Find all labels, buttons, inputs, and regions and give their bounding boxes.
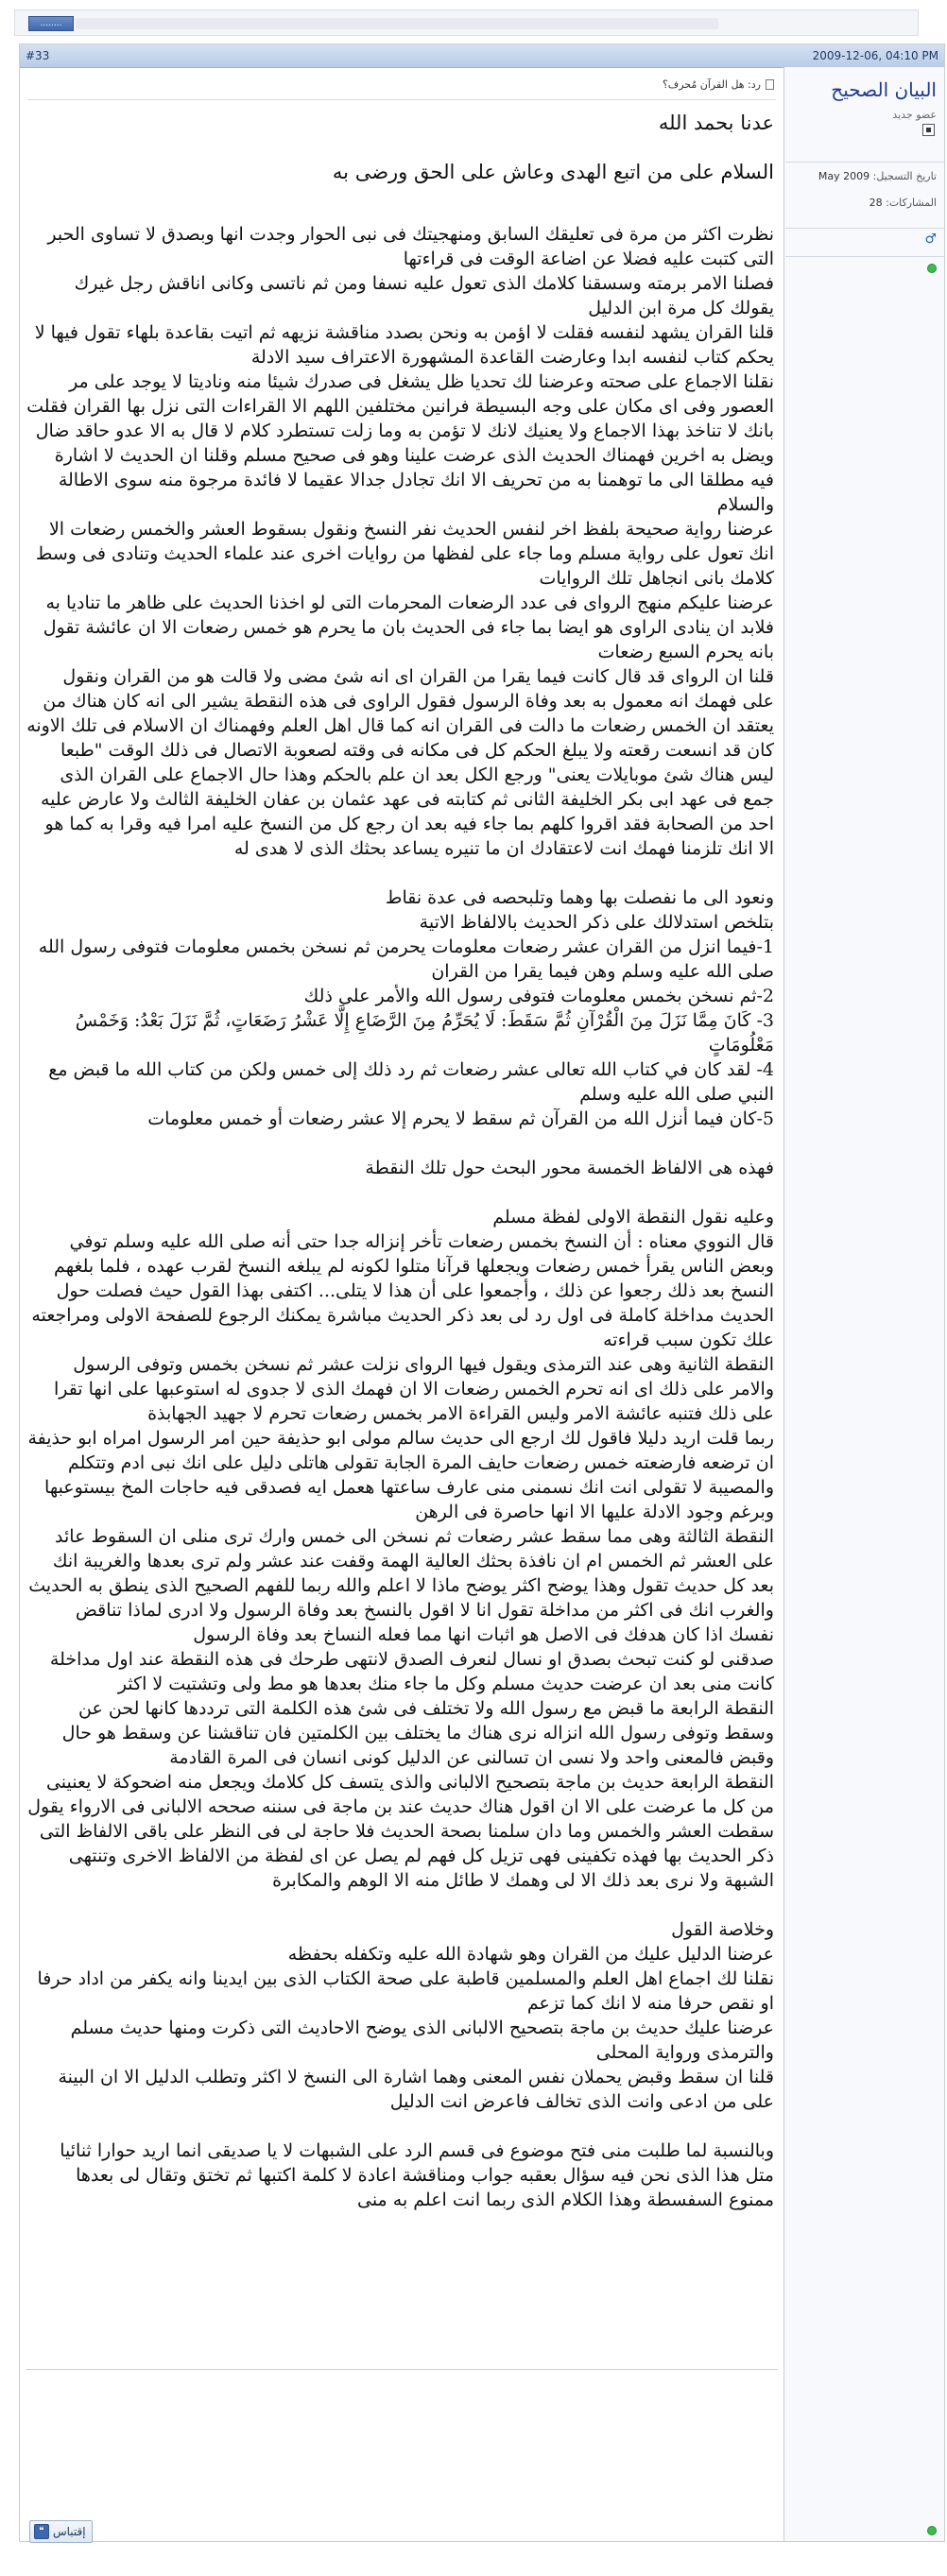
body-line: السلام على من اتبع الهدى وعاش على الحق ورضى به — [332, 161, 774, 183]
online-status-icon-bottom — [927, 2526, 937, 2535]
body-line: فصلنا الامر برمته وسسقنا كلامك الذى تعول عليه نسفا ومن ثم ناتسى وكانى اناقش رجل غيرك يقولك كل مرة ابن الدليل — [74, 273, 774, 318]
quote-label: إقتباس — [53, 2525, 86, 2538]
body-line: عرضنا الدليل عليك من القران وهو شهادة الله عليه وتكفله بحفظه — [287, 1944, 774, 1965]
body-line: عرضنا عليكم منهج الرواى فى عدد الرضعات المحرمات التى لو اخذنا الحديث على ظاهر ما تناديا به فلابد ان ينادى الراوى هو ايضا بما جاء فى الحديث بان ما يحرم هو خمس رضعات الا ان عائشة تقول بانه يحرم السبع رضعات — [43, 592, 774, 662]
body-line: فهذه هى الالفاظ الخمسة محور البحث حول تلك النقطة — [365, 1158, 774, 1178]
user-title: عضو جديد — [892, 109, 937, 121]
post-header — [20, 44, 944, 68]
top-badge[interactable]: ........ — [28, 16, 74, 31]
join-date-value: May 2009 — [818, 170, 870, 182]
gender-block — [785, 228, 944, 256]
posts-count-label: المشاركات: — [886, 197, 937, 209]
post-title — [663, 78, 774, 91]
online-status-icon — [927, 264, 937, 273]
body-line: صدقنى لو كنت تبحث بصدق او نسال لنعرف الصدق لانتهى طرحك فى هذه النقطة عند اول مداخلة كانت منى بعد ان عرضت حديث مسلم وكل ما جاء منك بعدها هو مط ولى وتشتيت لا اكثر — [49, 1649, 774, 1694]
body-line: قلنا ان سقط وقبض يحملان نفس المعنى وهما اشارة الى النسخ لا اكثر وتطلب الدليل الا ان البينة على من ادعى وانت الذى تخالف فاعرض انت الدليل — [58, 2067, 774, 2112]
post-number[interactable]: #33 — [26, 49, 50, 62]
body-line: عرضنا رواية صحيحة بلفظ اخر لنفس الحديث نفر النسخ ونقول بسقوط العشر والخمس رضعات الا انك تعول على رواية مسلم وما جاء على لفظها من روايات اخرى عند علماء الحديث وتنادى فى وسط كلامك بانى انجاهل تلك الروايات — [35, 519, 774, 589]
top-bar — [14, 9, 919, 36]
post-icon — [766, 79, 774, 90]
join-date-label: تاريخ التسجيل: — [872, 170, 937, 182]
body-line: 2-ثم نسخن بخمس معلومات فتوفى رسول الله والأمر على ذلك — [303, 986, 774, 1006]
body-line: عرضنا عليك حديث بن ماجة بتصحيح الالبانى الذى يوضح الاحاديث التى ذكرت ومنها حديث مسلم والترمذى ورواية المحلى — [70, 2018, 774, 2063]
body-line: نظرت اكثر من مرة فى تعليقك السابق ومنهجيتك فى نبى الحوار وجدت انها وبصدق لا تساوى الحبر التى كتبت عليه فضلا عن اضاعة الوقت فى قراءتها — [47, 224, 774, 269]
body-line: عدنا بحمد الله — [658, 112, 774, 134]
body-line: 5-كان فيما أنزل الله من القرآن ثم سقط لا يحرم إلا عشر رضعات أو خمس معلومات — [147, 1108, 774, 1129]
body-line: وعليه نقول النقطة الاولى لفظة مسلم — [492, 1207, 774, 1228]
body-line: النقطة الثانية وهى عند الترمذى ويقول فيها الرواى نزلت عشر ثم نسخن بخمس وتوفى الرسول والامر على ذلك اى انه تحرم الخمس رضعات الا ان فهمك الذى لا جدوى له استوعبها على انها تقرا على ذلك فتنبه عائشة الامر وليس القراءة الامر بخمس رضعات تحرم لا جهيد الجهابذة — [53, 1354, 774, 1424]
post-title-text: رد: هل القرآن مُحرف؟ — [662, 78, 761, 91]
post-body — [26, 109, 774, 2212]
post-content — [20, 67, 783, 2541]
username-link[interactable]: البيان الصحيح — [831, 78, 937, 101]
title-divider — [27, 99, 776, 100]
body-line: النقطة الرابعة ما قبض مع رسول الله ولا تختلف فى شئ هذه الكلمة التى ترددها كانها لحن عن وسقط وتوفى رسول الله انزاله نرى هناك ما يختلف بين الكلمتين فان تناقشنا عن وسقط هو حال وقبض فالمعنى واحد ولا نسى ان تسالنى عن الدليل كونى انسان فى المرة القادمة — [61, 1698, 774, 1768]
user-stats — [785, 162, 944, 228]
posts-count-value: 28 — [869, 197, 883, 209]
quote-button[interactable] — [29, 2520, 93, 2543]
user-rank-icon — [922, 124, 935, 136]
body-line: النقطة الثالثة وهى مما سقط عشر رضعات ثم نسخن الى خمس وارك ترى منلى ان السقوط عائد على العشر ثم الخمس ام ان نافذة بحثك العالية الهمة وقفت عند عشر ولم ترى بعدها والغريبة انك بعد كل حديث تقول وهذا يوضح اكثر يوضح ماذا لا اعلم والله ربما للفهم الصحيح الذى ينطق به الحديث والغرب انك فى اكثر من مداخلة تقول انا لا اقول بالنسخ بعد وفاة الرسول ولا ادرى لماذا تناقض نفسك اذا كان هدفك فى الاصل هو اثبات انها مما فعله النساخ بعد وفاة الرسول — [28, 1526, 774, 1645]
join-date-row — [818, 170, 937, 182]
body-line: ونعود الى ما نفصلت بها وهما وتلبحصه فى عدة نقاط — [385, 887, 774, 908]
posts-count-row — [870, 197, 937, 209]
body-line: قلنا ان الرواى قد قال كانت فيما يقرا من القران اى انه شئ مضى ولا قالت هو من القران ونقول على فهمك انه معمول به بعد وفاة الرسول فقول الراوى فى هذه النقطة يشير الى انه كان هناك من يعتقد ان الخمس رضعات ما دالت فى القران انه كما قال اهل العلم وفهمناك ان الاسلام فى تلك الاونه كان قد انسعت رقعته ولا يبلغ الحكم كل فى مكانه فى وقته لصعوبة الاتصال فى ذلك الوقت "طبعا ليس هناك شئ موبايلات يعنى" ورجع الكل بعد ان علم بالحكم وهذا حال الاجماع على القران الذى جمع فى عهد ابى بكر الخليفة الثانى ثم كتابته فى عهد عثمان بن عفان الخليفة الثالث ولا عارض عليه احد من الصحابة فقد اقروا كلهم بما جاء فيه بعد ان رجع كل من النسخ عليه امرا فيه وقرا به كما هو الا انك تلزمنا فهمك انت لاعتقادك ان ما تنيره يساعد بحثك الذى لا هدى له — [26, 666, 774, 859]
body-line: قال النووي معناه : أن النسخ بخمس رضعات تأخر إنزاله جدا حتى أنه صلى الله عليه وسلم توفي وبعض الناس يقرأ خمس رضعات ويجعلها قرآنا متلوا لكونه لم يبلغه النسخ لقرب عهده ، فلما بلغهم النسخ بعد ذلك رجعوا عن ذلك ، وأجمعوا على أن هذا لا يتلى... اكتفى بهذا القول حيث فصلت حول الحديث مداخلة كاملة فى اول رد لى بعد ذكر الحديث مباشرة يمكنك الرجوع للصفحة الاولى ومراجعته علك تكون سبب قراءته — [31, 1231, 774, 1350]
body-line: قلنا القران يشهد لنفسه فقلت لا اؤمن به ونحن بصدد مناقشة نزيهه ثم اتيت بقاعدة بلهاء تقول فيها لا يحكم كتاب لنفسه ابدا وعارضت القاعدة المشهورة الاعتراف سيد الادلة — [34, 322, 774, 368]
body-line: وخلاصة القول — [671, 1919, 774, 1940]
signature-divider — [26, 2369, 778, 2370]
body-line: ربما قلت اريد دليلا فاقول لك ارجع الى حديث سالم مولى ابو حذيفة حين امر الرسول امراه ابو حذيفة ان ترضعه فارضعته خمس رضعات حايف المرة الجابة تقولى هاتلى دليل على انك نبى ادم وتتكلم والمصيبة لا تقولى انت انك نسمنى منى عارف ساعتها هعمل ايه فصدقى فيه حاجات المخ بيستوعبها وبرغم وجود الادلة عليها الا انها حاصرة فى الرهن — [27, 1428, 774, 1522]
male-gender-icon: ♂ — [924, 232, 937, 247]
post-footer — [20, 2520, 783, 2541]
body-line: نقلنا لك اجماع اهل العلم والمسلمين قاطبة على صحة الكتاب الذى بين ايدينا وانه يكفر من اداد حرفا او نقص حرفا منه لا انك كما تزعم — [37, 1968, 774, 2014]
body-line: 1-فيما انزل من القران عشر رضعات معلومات يحرمن ثم نسخن بخمس معلومات فتوفى رسول الله صلى الله عليه وسلم وهن فيما يقرا من القران — [38, 936, 774, 982]
post-date: 2009-12-06, 04:10 PM — [812, 49, 938, 62]
body-line: 4- لقد كان في كتاب الله تعالى عشر رضعات ثم رد ذلك إلى خمس ولكن من كتاب الله ما قبض مع النبي صلى الله عليه وسلم — [48, 1059, 774, 1105]
forum-post — [19, 43, 945, 2542]
status-block — [785, 256, 944, 283]
quote-icon: ❝ — [34, 2524, 49, 2539]
body-line: نقلنا الاجماع على صحته وعرضنا لك تحديا ظل يشغل فى صدرك شيئا منه وناديتا لا يوجد على مر العصور وفى اى مكان على وجه البسيطة فرانين مختلفين اللهم الا القراءات التى نزل بها القران فقلت بانك لا تناخذ بهذا الاجماع ولا يعنيك لانك لا تؤمن به وما زلت تستطرد كلام لا قال به الا عدو حاقد ضال ويضل به اخرين فهمناك الحديث الذى عرضت علينا وهو فى صحيح مسلم وقلنا ان الحديث لا اشارة فيه مطلقا الى ما توهمنا به من تحريف الا انك تجادل جدالا عقيما لا فائدة مرجوة منه سوى الاطالة والسلام — [26, 371, 774, 515]
body-line: وبالنسبة لما طلبت منى فتح موضوع فى قسم الرد على الشبهات لا يا صديقى انما اريد حوارا ثنائيا متل هذا الذى نحن فيه سؤال بعقبه جواب ومناقشة اعادة لا كلمة اكتبها ثم تختق وتقال لى بعدها ممنوع السفسطة وهذا الكلام الذى ربما انت اعلم به منى — [60, 2140, 774, 2210]
top-bar-strip — [76, 18, 718, 29]
user-info-panel — [783, 67, 944, 2541]
body-line: النقطة الرابعة حديث بن ماجة بتصحيح الالبانى والذى يتسف كل كلامك ويجعل منه اضحوكة لا يعنينى من كل ما عرضت على الا ان اقول هناك حديث عند بن ماجة فى سننه صححه الالبانى فى الارواء يقول سقطت العشر والخمس وما دان سلمنا بصحة الحديث فلا حاجة لى فى النظر على باقى الالفاظ التى ذكر الحديث بها فهذه تكفينى فهى تزيل كل فهم لم يصل عن اى لفظة من الالفاظ الاخرى وتنتهى الشبهة ولا نرى بعد ذلك الا لى وهمك لا طائل منه الا الوهم والمكابرة — [27, 1772, 774, 1891]
body-line: بتلخص استدلالك على ذكر الحديث بالالفاظ الاتية — [419, 912, 774, 933]
body-line: 3- كَانَ مِمَّا نَزَلَ مِنَ الْقُرْآنِ ثُمَّ سَقَطَ: لَا يُحَرِّمُ مِنَ الرَّضَاعِ إِلَّا عَشْرُ رَضَعَاتٍ، ثُمَّ نَزَلَ بَعْدُ: وَخَمْسُ مَعْلُومَاتٍ — [75, 1010, 774, 1056]
